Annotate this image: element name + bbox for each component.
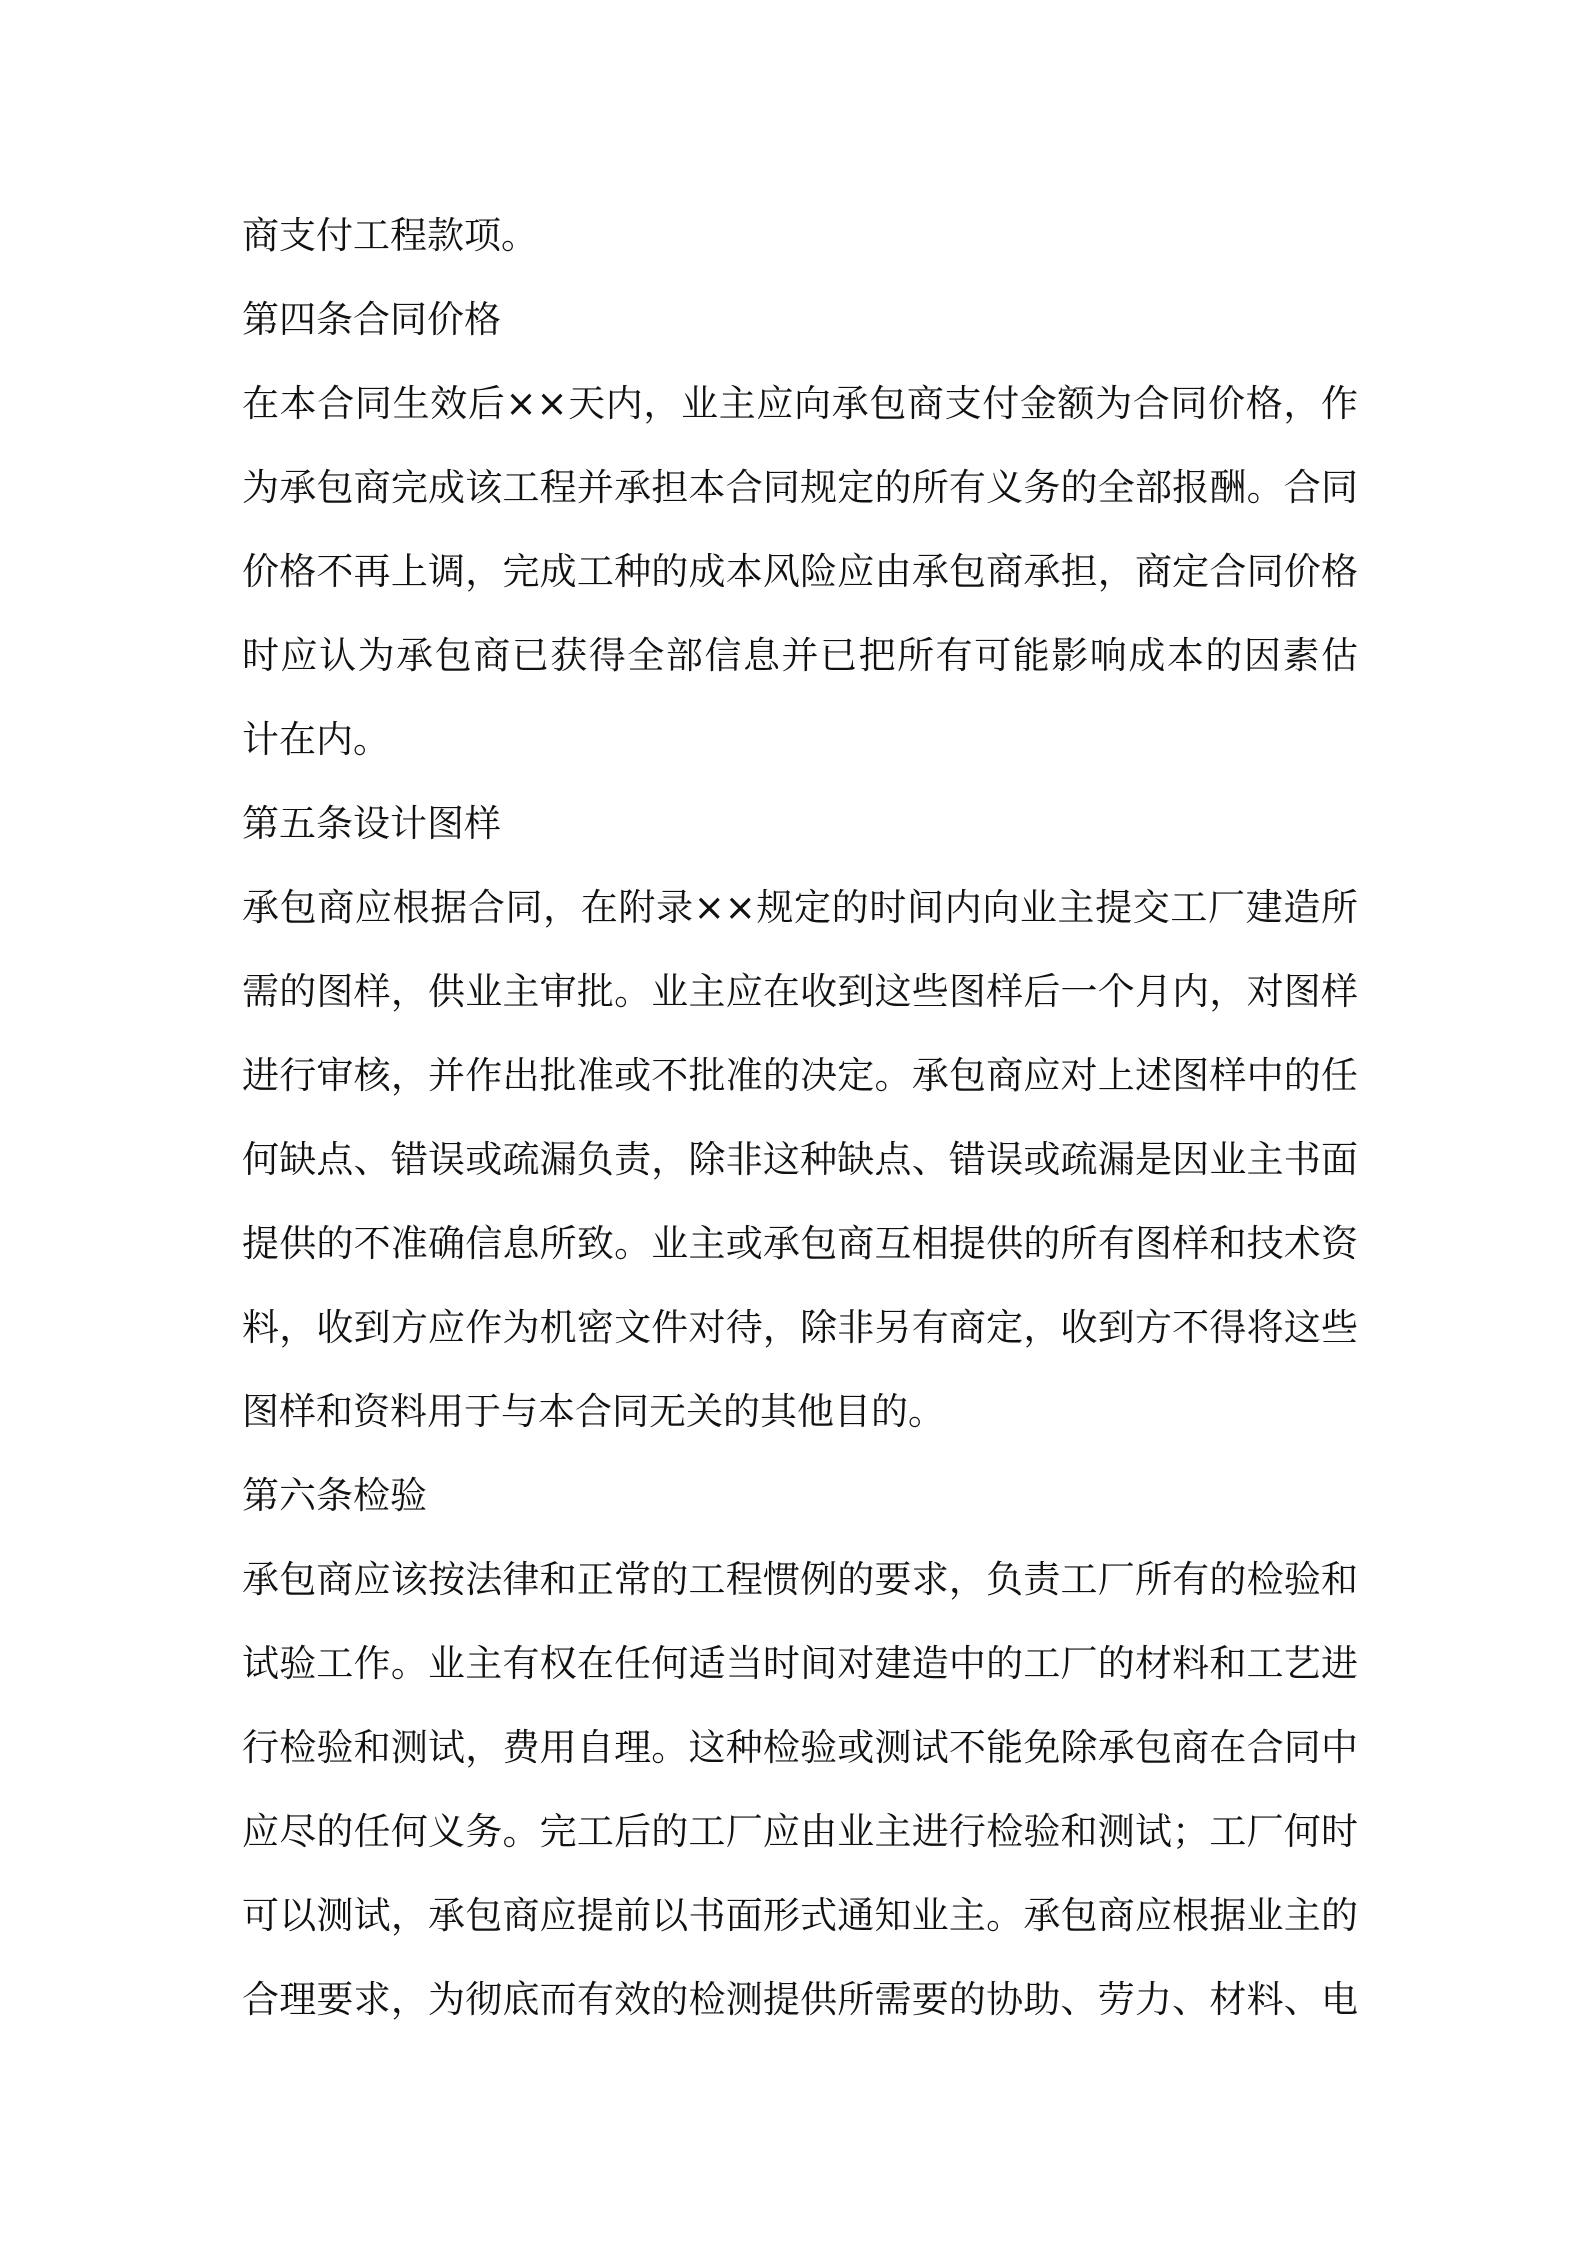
paragraph-line: 应尽的任何义务。完工后的工厂应由业主进行检验和测试；工厂何时 bbox=[242, 1810, 1358, 1853]
paragraph-line: 试验工作。业主有权在任何适当时间对建造中的工厂的材料和工艺进 bbox=[242, 1642, 1358, 1685]
paragraph-line: 何缺点、错误或疏漏负责，除非这种缺点、错误或疏漏是因业主书面 bbox=[242, 1138, 1358, 1181]
paragraph-line: 进行审核，并作出批准或不批准的决定。承包商应对上述图样中的任 bbox=[242, 1054, 1358, 1097]
section-heading-article-5: 第五条设计图样 bbox=[242, 802, 501, 845]
paragraph-line: 行检验和测试，费用自理。这种检验或测试不能免除承包商在合同中 bbox=[242, 1726, 1358, 1769]
paragraph-line: 承包商应该按法律和正常的工程惯例的要求，负责工厂所有的检验和 bbox=[242, 1558, 1358, 1601]
document-body bbox=[242, 194, 1358, 2042]
paragraph-line: 价格不再上调，完成工种的成本风险应由承包商承担，商定合同价格 bbox=[242, 550, 1358, 593]
paragraph-line: 计在内。 bbox=[242, 718, 390, 761]
paragraph-line: 合理要求，为彻底而有效的检测提供所需要的协助、劳力、材料、电 bbox=[242, 1978, 1358, 2021]
paragraph-line: 承包商应根据合同，在附录××规定的时间内向业主提交工厂建造所 bbox=[242, 886, 1358, 929]
paragraph-line: 商支付工程款项。 bbox=[242, 214, 538, 257]
paragraph-line: 提供的不准确信息所致。业主或承包商互相提供的所有图样和技术资 bbox=[242, 1222, 1358, 1265]
paragraph-line: 时应认为承包商已获得全部信息并已把所有可能影响成本的因素估 bbox=[242, 634, 1358, 677]
paragraph-line: 图样和资料用于与本合同无关的其他目的。 bbox=[242, 1390, 945, 1433]
paragraph-line: 在本合同生效后××天内，业主应向承包商支付金额为合同价格，作 bbox=[242, 382, 1358, 425]
paragraph-line: 可以测试，承包商应提前以书面形式通知业主。承包商应根据业主的 bbox=[242, 1894, 1358, 1937]
paragraph-line: 需的图样，供业主审批。业主应在收到这些图样后一个月内，对图样 bbox=[242, 970, 1358, 1013]
section-heading-article-6: 第六条检验 bbox=[242, 1474, 427, 1517]
paragraph-line: 料，收到方应作为机密文件对待，除非另有商定，收到方不得将这些 bbox=[242, 1306, 1358, 1349]
paragraph-line: 为承包商完成该工程并承担本合同规定的所有义务的全部报酬。合同 bbox=[242, 466, 1358, 509]
section-heading-article-4: 第四条合同价格 bbox=[242, 298, 501, 341]
